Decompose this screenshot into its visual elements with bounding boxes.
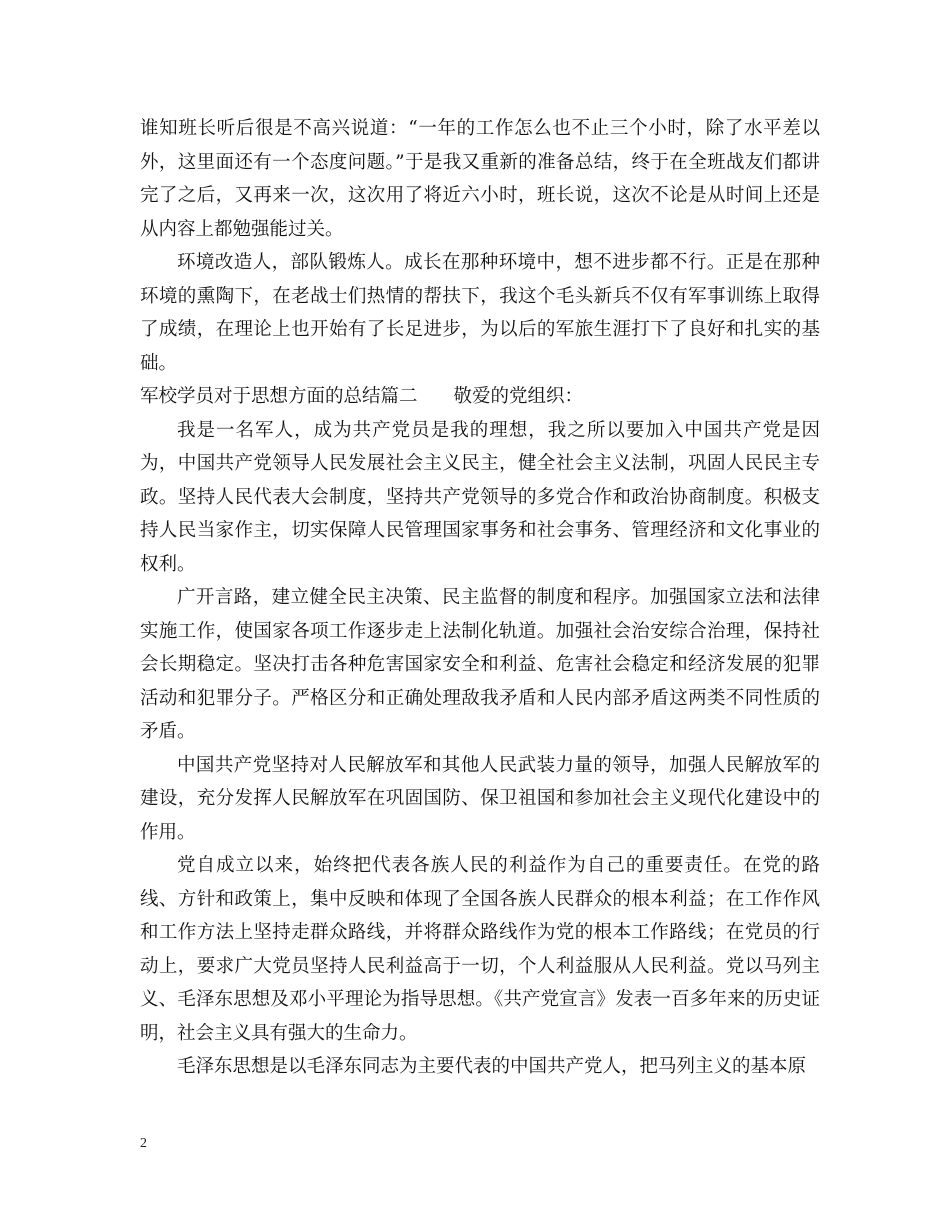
paragraph: 我是一名军人，成为共产党员是我的理想，我之所以要加入中国共产党是因为，中国共产党领导人民发展社会主义民主，健全社会主义法制，巩固人民民主专政。坚持人民代表大会制度，坚持共产党领导的多党合作和政治协商制度。积极支持人民当家作主，切实保障人民管理国家事务和社会事务、管理经济和文化事业的权利。: [140, 419, 820, 575]
document-body: [140, 112, 820, 1084]
paragraph: 广开言路，建立健全民主决策、民主监督的制度和程序。加强国家立法和法律实施工作，使国家各项工作逐步走上法制化轨道。加强社会治安综合治理，保持社会长期稳定。坚决打击各种危害国家安全和利益、危害社会稳定和经济发展的犯罪活动和犯罪分子。严格区分和正确处理敌我矛盾和人民内部矛盾这两类不同性质的矛盾。: [140, 587, 820, 742]
section-title: 军校学员对于思想方面的总结篇二: [140, 386, 418, 407]
section-heading: [140, 380, 820, 414]
paragraph: 党自成立以来，始终把代表各族人民的利益作为自己的重要责任。在党的路线、方针和政策上，集中反映和体现了全国各族人民群众的根本利益；在工作作风和工作方法上坚持走群众路线，并将群众路线作为党的根本工作路线；在党员的行动上，要求广大党员坚持人民利益高于一切，个人利益服从人民利益。党以马列主义、毛泽东思想及邓小平理论为指导思想。《共产党宣言》发表一百多年来的历史证明，社会主义具有强大的生命力。: [140, 855, 820, 1044]
salutation: 敬爱的党组织：: [453, 386, 584, 407]
paragraph: 环境改造人，部队锻炼人。成长在那种环境中，想不进步都不行。正是在那种环境的熏陶下，在老战士们热情的帮扶下，我这个毛头新兵不仅有军事训练上取得了成绩，在理论上也开始有了长足进步，为以后的军旅生涯打下了良好和扎实的基础。: [140, 252, 820, 374]
paragraph: 毛泽东思想是以毛泽东同志为主要代表的中国共产党人，把马列主义的基本原: [177, 1056, 807, 1077]
paragraph: 中国共产党坚持对人民解放军和其他人民武装力量的领导，加强人民解放军的建设，充分发挥人民解放军在巩固国防、保卫祖国和参加社会主义现代化建设中的作用。: [140, 754, 820, 843]
paragraph: 谁知班长听后很是不高兴说道：“一年的工作怎么也不止三个小时，除了水平差以外，这里面还有一个态度问题。”于是我又重新的准备总结，终于在全班战友们都讲完了之后，又再来一次，这次用了将近六小时，班长说，这次不论是从时间上还是从内容上都勉强能过关。: [140, 118, 820, 240]
page-number: 2: [140, 1136, 147, 1151]
